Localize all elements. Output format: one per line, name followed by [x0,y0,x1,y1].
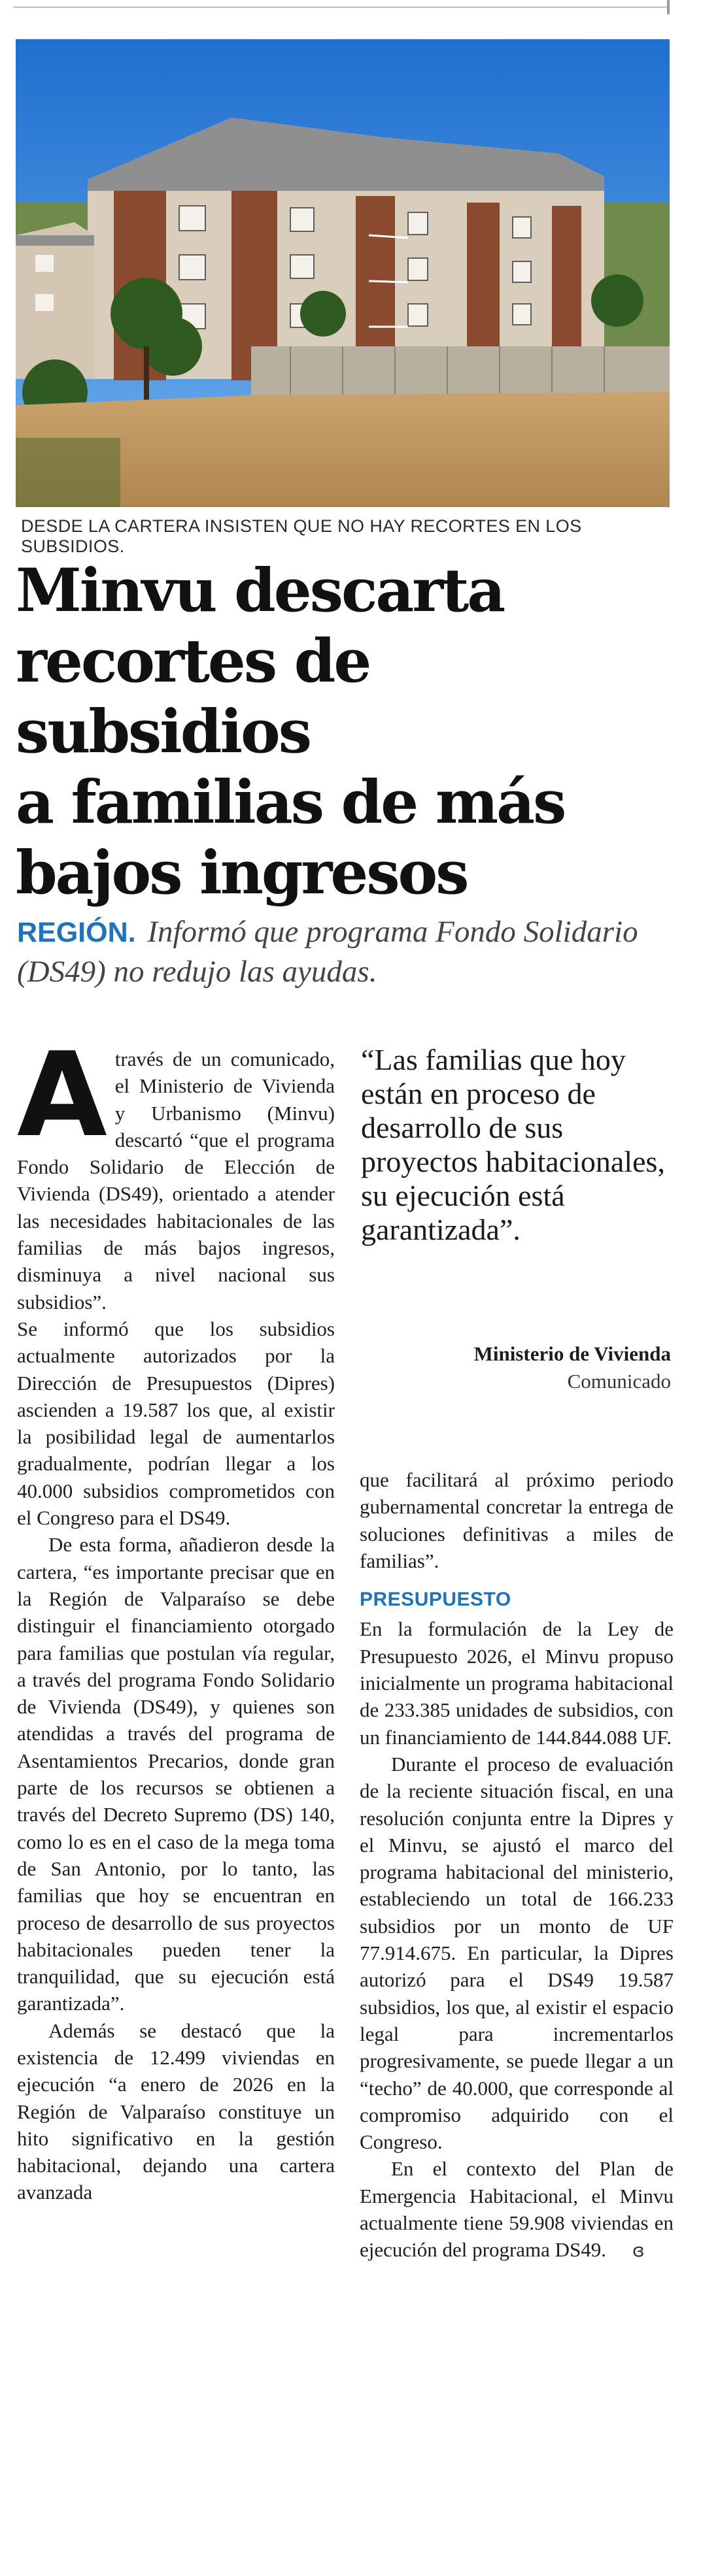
housing-photo-illustration [16,39,670,507]
headline-line: bajos ingresos [16,838,468,908]
page-marker [667,0,670,14]
paragraph-text: En el contexto del Plan de Emergencia Habitacional, el Minvu actualmente tiene 59.908 viviendas en ejecución del programa DS49. [360,2157,674,2262]
body-paragraph: En la formulación de la Ley de Presupuesto 2026, el Minvu propuso inicialmente un programa habitacional de 233.385 unidades de subsidios, con un financiamiento de 144.844.088 UF. [360,1617,674,1749]
top-rule [13,7,667,8]
paragraph-text: través de un comunicado, el Ministerio de Vivienda y Urbanismo (Minvu) descartó “que el programa Fondo Solidario de Elección de Vivienda (DS49), orientado a atender las necesidades habitacionales de las familias de más bajos ingresos, disminuya a nivel nacional sus subsidios”. [17,1048,335,1313]
body-paragraph: Además se destacó que la existencia de 12.499 viviendas en ejecución “a enero de 2026 en la Región de Valparaíso constituye un hito significativo en la gestión habitacional, dejando una cartera avanzada [17,2019,335,2204]
end-mark-icon: ɞ [632,2239,645,2262]
body-paragraph: Durante el proceso de evaluación de la reciente situación fiscal, en una resolución conjunta entre la Dipres y el Minvu, se ajustó el marco del programa habitacional del ministerio, estableciendo un total de 166.233 subsidios por un monto de UF 77.914.675. En particular, la Dipres autorizó para el DS49 19.587 subsidios, los que, al existir el espacio legal para incrementarlos progresivamente, se puede llegar a un “techo” de 40.000, que corresponde al compromiso adquirido con el Congreso. [360,1752,674,2154]
body-column-right [360,1466,674,2264]
photo-caption: DESDE LA CARTERA INSISTEN QUE NO HAY RECORTES EN LOS SUBSIDIOS. [21,516,582,556]
headline-line: recortes de subsidios [16,627,370,767]
section-tag: REGIÓN. [17,917,136,948]
dropcap: A [17,1027,107,1163]
body-paragraph [360,2155,674,2264]
deck-text: Informó que programa Fondo Solidario (DS49) no redujo las ayudas. [17,915,638,989]
pull-quote: “Las familias que hoy están en proceso de desarrollo de sus proyectos habitacionales, su ejecución está garantizada”. [361,1043,665,1246]
article-photo [16,39,670,507]
headline-line: Minvu descarta [16,556,504,625]
body-paragraph: Se informó que los subsidios actualmente autorizados por la Dirección de Presupuestos (Dipres) ascienden a 19.587 los que, al existir la posibilidad legal de aumentarlos gradualmente, podrían llegar a los 40.000 subsidios comprometidos con el Congreso para el DS49. [17,1317,335,1530]
article-deck [17,912,677,991]
pull-quote-author: Ministerio de Vivienda [473,1342,671,1365]
body-paragraph: De esta forma, añadieron desde la cartera, “es importante precisar que en la Región de Valparaíso se debe distinguir el financiamiento otorgado para familias que postulan vía regular, a través del programa Fondo Solidario de Vivienda (DS49), y quienes son atendidas a través del programa de Asentamientos Precarios, donde gran parte de los recursos se obtienen a través del Decreto Supremo (DS) 140, como lo es en el caso de la mega toma de San Antonio, por lo tanto, las familias que hoy se encuentran en proceso de desarrollo de sus proyectos habitacionales pueden tener la tranquilidad, que su ejecución está garantizada”. [17,1533,335,2015]
body-column-left [17,1027,335,2206]
headline-line: a familias de más [16,768,565,837]
body-paragraph: que facilitará al próximo periodo gubernamental concretar la entrega de soluciones definitivas a miles de familias”. [360,1468,674,1572]
article-headline [16,555,676,908]
body-paragraph [17,1027,335,1315]
section-subhead: PRESUPUESTO [360,1589,511,1611]
pull-quote-role: Comunicado [567,1370,671,1393]
